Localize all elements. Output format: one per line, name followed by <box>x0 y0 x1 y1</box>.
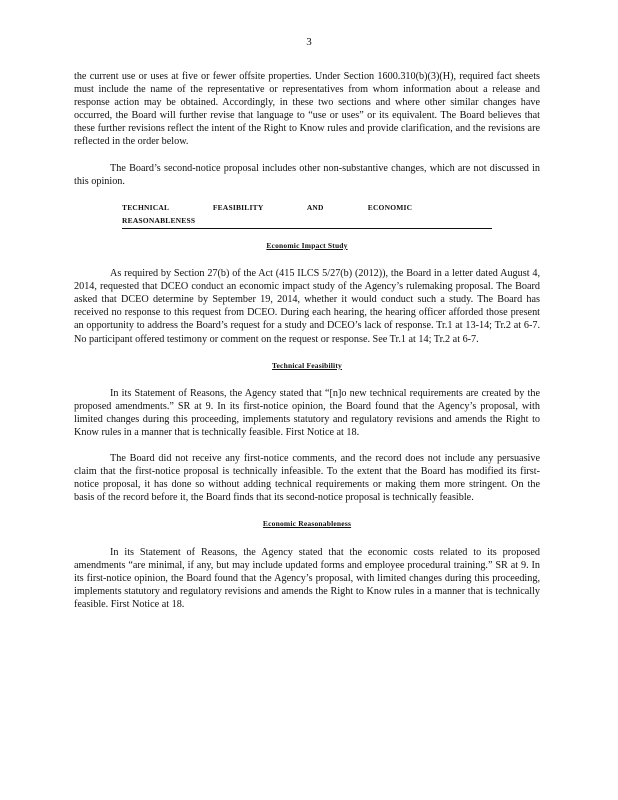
subheading-economic-reasonableness: Economic Reasonableness <box>262 519 352 529</box>
subheading-wrap <box>74 239 540 252</box>
subheading-wrap <box>74 517 540 530</box>
paragraph: As required by Section 27(b) of the Act (415 ILCS 5/27(b) (2012)), the Board in a letter dated August 4, 2014, requested that DCEO conduct an economic impact study of the Agency’s rulemaking proposal. The Board asked that DCEO determine by September 19, 2014, whether it would conduct such a study. The Board has received no response to this request from DCEO. During each hearing, the hearing officer afforded those present an opportunity to address the Board’s request for a study and DCEO’s lack of response. Tr.1 at 13-14; Tr.2 at 6-7. No participant offered testimony or comment on the request or response. See Tr.1 at 14; Tr.2 at 6-7. <box>74 268 540 345</box>
paragraph: In its Statement of Reasons, the Agency stated that “[n]o new technical requirements are created by the proposed amendments.” SR at 9. In its first-notice opinion, the Board found that the Agency’s proposal, with limited changes during this proceeding, implements statutory and regulatory revisions and amends the Right to Know rules in a manner that is technically feasible. First Notice at 18. <box>74 387 540 438</box>
paragraph: In its Statement of Reasons, the Agency stated that the economic costs related to its proposed amendments “are minimal, if any, but may include updated forms and employee procedural training.” SR at 9. In its first-notice opinion, the Board found that the Agency’s proposal, with limited changes during this proceeding, implements statutory and regulatory revisions and amends the Right to Know rules in a manner that is technically feasible. First Notice at 18. <box>74 546 540 610</box>
section-heading-wrap <box>74 201 540 229</box>
subheading-wrap <box>74 359 540 372</box>
page-number: 3 <box>306 36 312 48</box>
paragraph: the current use or uses at five or fewer offsite properties. Under Section 1600.310(b)(3)(H), required fact sheets must include the name of the representative or representatives from whom information about a release and response action may be obtained. Accordingly, in these two sections and where other similar changes have occurred, the Board will further revise that language to “use or uses” or its equivalent. The Board believes that these further revisions reflect the intent of the Right to Know rules and provide clarification, and the revisions are reflected in the order below. <box>74 71 540 148</box>
section-heading: TECHNICAL FEASIBILITY AND ECONOMIC REASONABLENESS <box>122 201 492 229</box>
paragraph: The Board did not receive any first-notice comments, and the record does not include any persuasive claim that the first-notice proposal is technically infeasible. To the extent that the Board has modified its first-notice proposal, it has done so without adding technical requirements or making them more stringent. On the basis of the record before it, the Board finds that its second-notice proposal is technically feasible. <box>74 453 540 504</box>
subheading-economic-impact: Economic Impact Study <box>266 240 348 250</box>
paragraph: The Board’s second-notice proposal includes other non-substantive changes, which are not discussed in this opinion. <box>74 162 540 187</box>
document-body <box>74 70 540 624</box>
subheading-technical-feasibility: Technical Feasibility <box>272 360 342 370</box>
